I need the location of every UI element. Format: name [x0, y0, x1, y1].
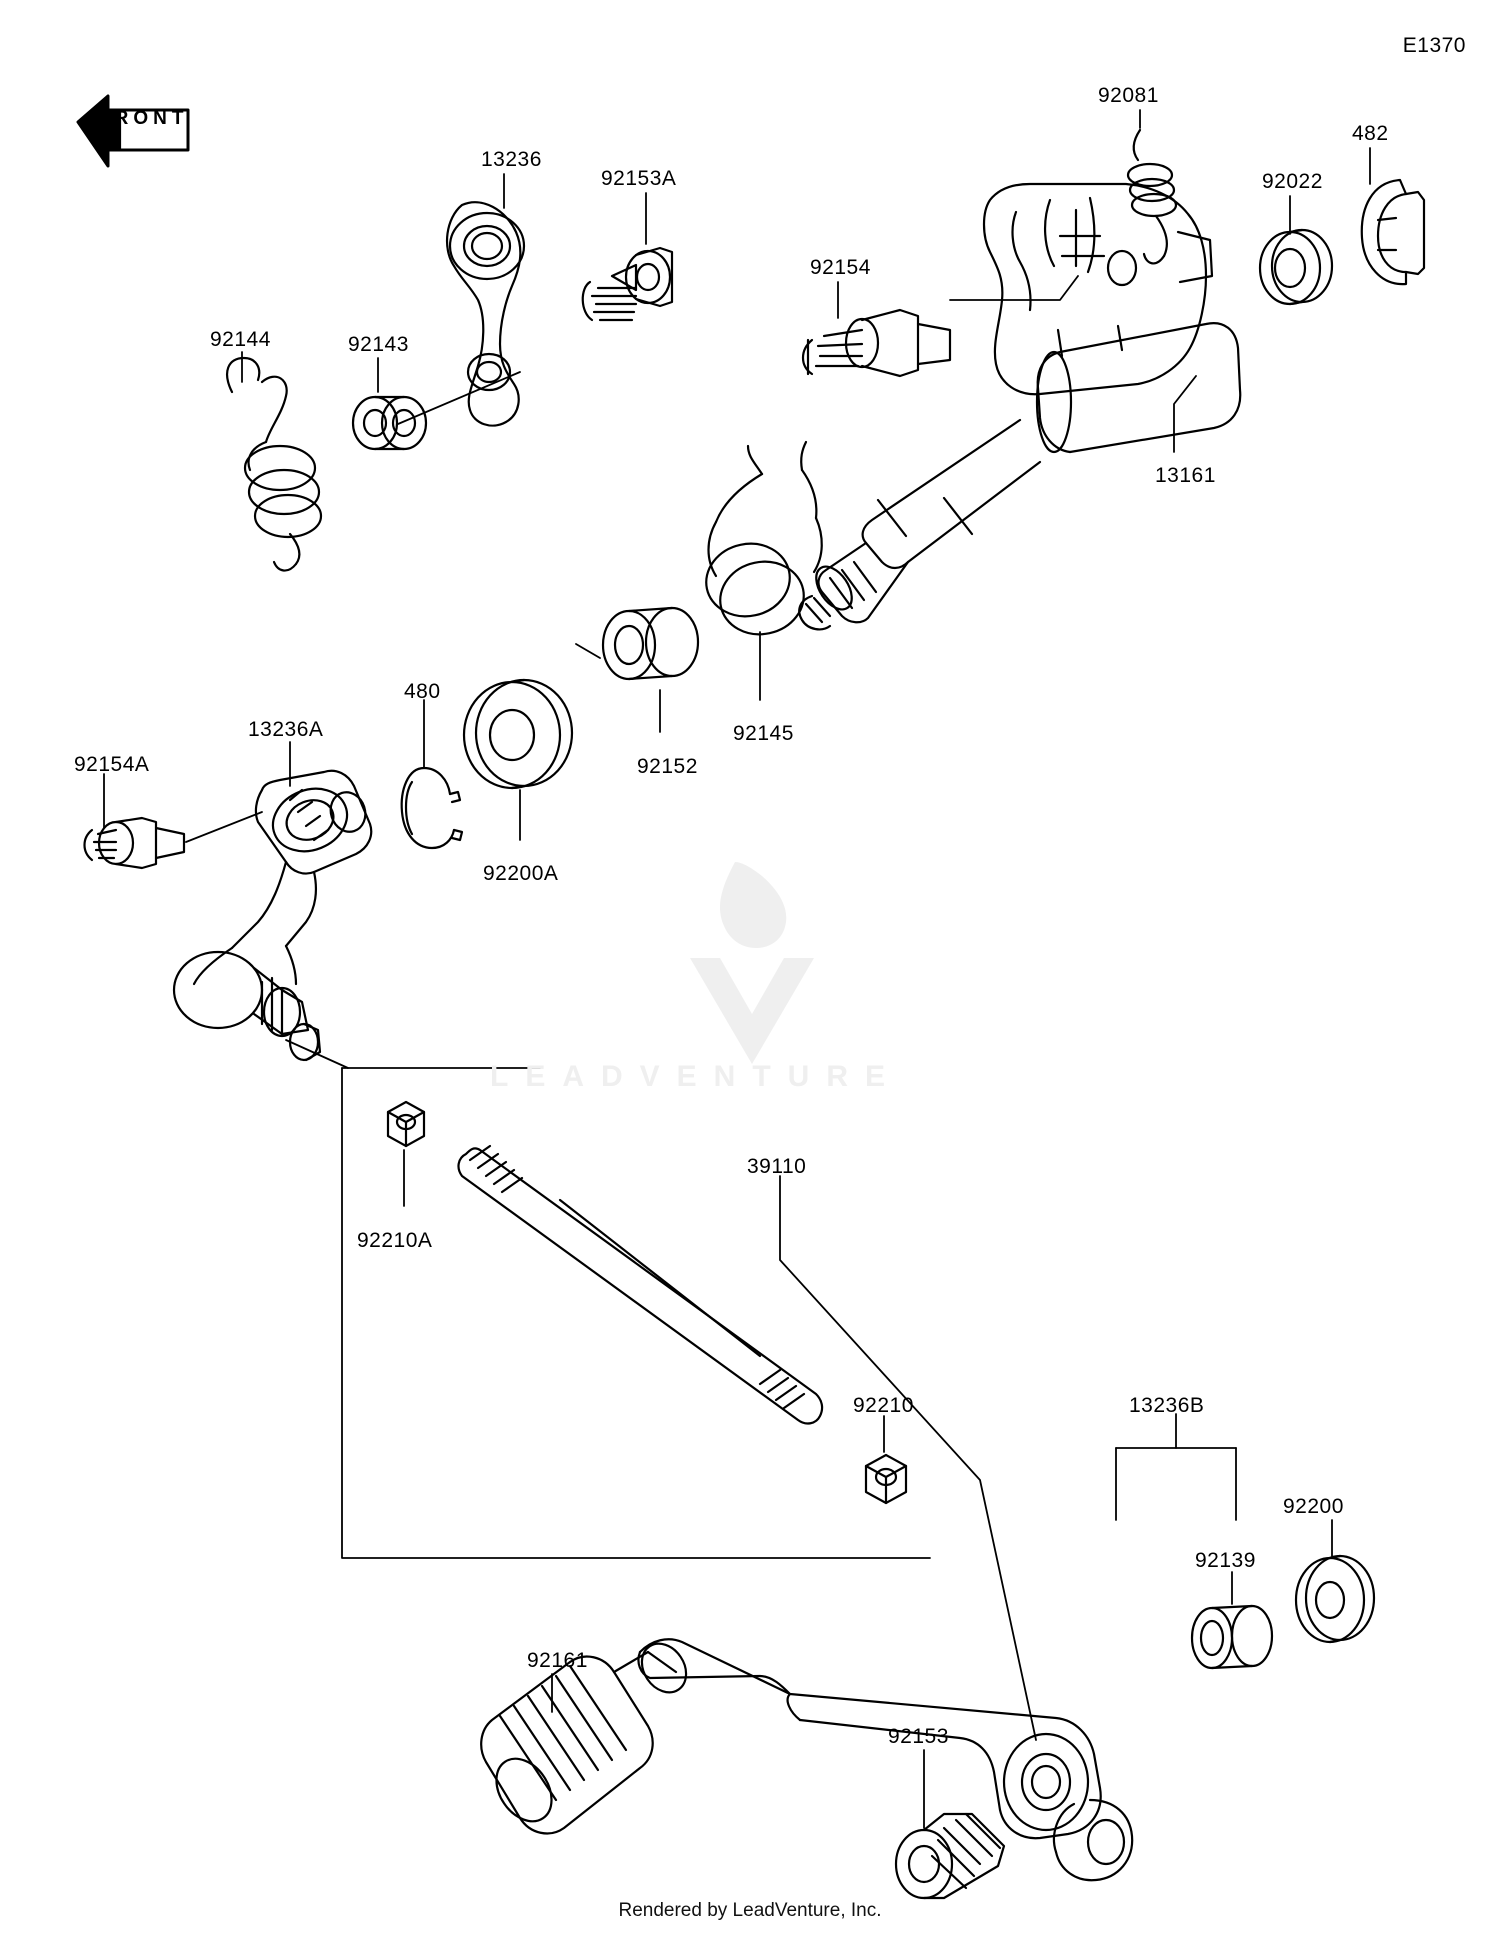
part-label-39110: 39110 — [747, 1155, 807, 1178]
part-label-480: 480 — [404, 680, 441, 703]
part-label-92153A: 92153A — [601, 167, 677, 190]
part-92143-collar — [353, 397, 426, 449]
part-label-92154A: 92154A — [74, 753, 150, 776]
part-92161-footpeg — [481, 1635, 695, 1833]
part-label-92143: 92143 — [348, 333, 409, 356]
part-92139-bushing — [1192, 1606, 1272, 1668]
part-482-circlip — [1362, 180, 1424, 284]
part-label-482: 482 — [1352, 122, 1389, 145]
part-label-92152: 92152 — [637, 755, 698, 778]
part-label-92154: 92154 — [810, 256, 871, 279]
front-label: FRONT — [98, 108, 189, 129]
part-92154-bolt — [803, 310, 950, 376]
diagram-code: E1370 — [1402, 34, 1466, 57]
part-label-92145: 92145 — [733, 722, 794, 745]
part-label-92210A: 92210A — [357, 1229, 433, 1252]
part-label-92200: 92200 — [1283, 1495, 1344, 1518]
part-13236A-pedal-arm — [174, 771, 371, 1060]
part-13236B-shift-pedal — [638, 1639, 1132, 1880]
part-label-92161: 92161 — [527, 1649, 588, 1672]
part-39110-tie-rod — [459, 1146, 823, 1423]
part-label-92139: 92139 — [1195, 1549, 1256, 1572]
watermark-logo — [690, 862, 814, 1064]
part-92210A-nut — [388, 1102, 424, 1146]
part-92145-spring — [699, 442, 821, 642]
part-label-13161: 13161 — [1155, 464, 1216, 487]
part-label-13236: 13236 — [481, 148, 542, 171]
part-label-92081: 92081 — [1098, 84, 1159, 107]
part-92154A-bolt — [85, 818, 185, 868]
part-92200A-washer — [464, 680, 572, 788]
part-label-13236A: 13236A — [248, 718, 324, 741]
part-92153A-bolt — [583, 248, 672, 320]
part-92022-washer — [1260, 230, 1332, 304]
part-label-92022: 92022 — [1262, 170, 1323, 193]
part-92152-collar — [603, 608, 698, 679]
part-13161-shift-lever — [984, 184, 1240, 452]
part-92144-spring — [227, 358, 321, 571]
part-label-13236B: 13236B — [1129, 1394, 1205, 1417]
part-label-92153: 92153 — [888, 1725, 949, 1748]
part-92153-bolt — [896, 1814, 1004, 1898]
part-13236-shift-arm — [447, 202, 524, 425]
part-label-92144: 92144 — [210, 328, 271, 351]
part-92210-nut — [866, 1455, 906, 1503]
part-label-92210: 92210 — [853, 1394, 914, 1417]
front-direction-indicator — [60, 82, 189, 160]
watermark-text: LEADVENTURE — [490, 1060, 903, 1093]
part-480-snap-ring — [402, 768, 462, 848]
part-shift-shaft — [799, 420, 1040, 629]
footer-credit: Rendered by LeadVenture, Inc. — [618, 1900, 882, 1921]
part-92200-washer — [1296, 1556, 1374, 1642]
part-label-92200A: 92200A — [483, 862, 559, 885]
